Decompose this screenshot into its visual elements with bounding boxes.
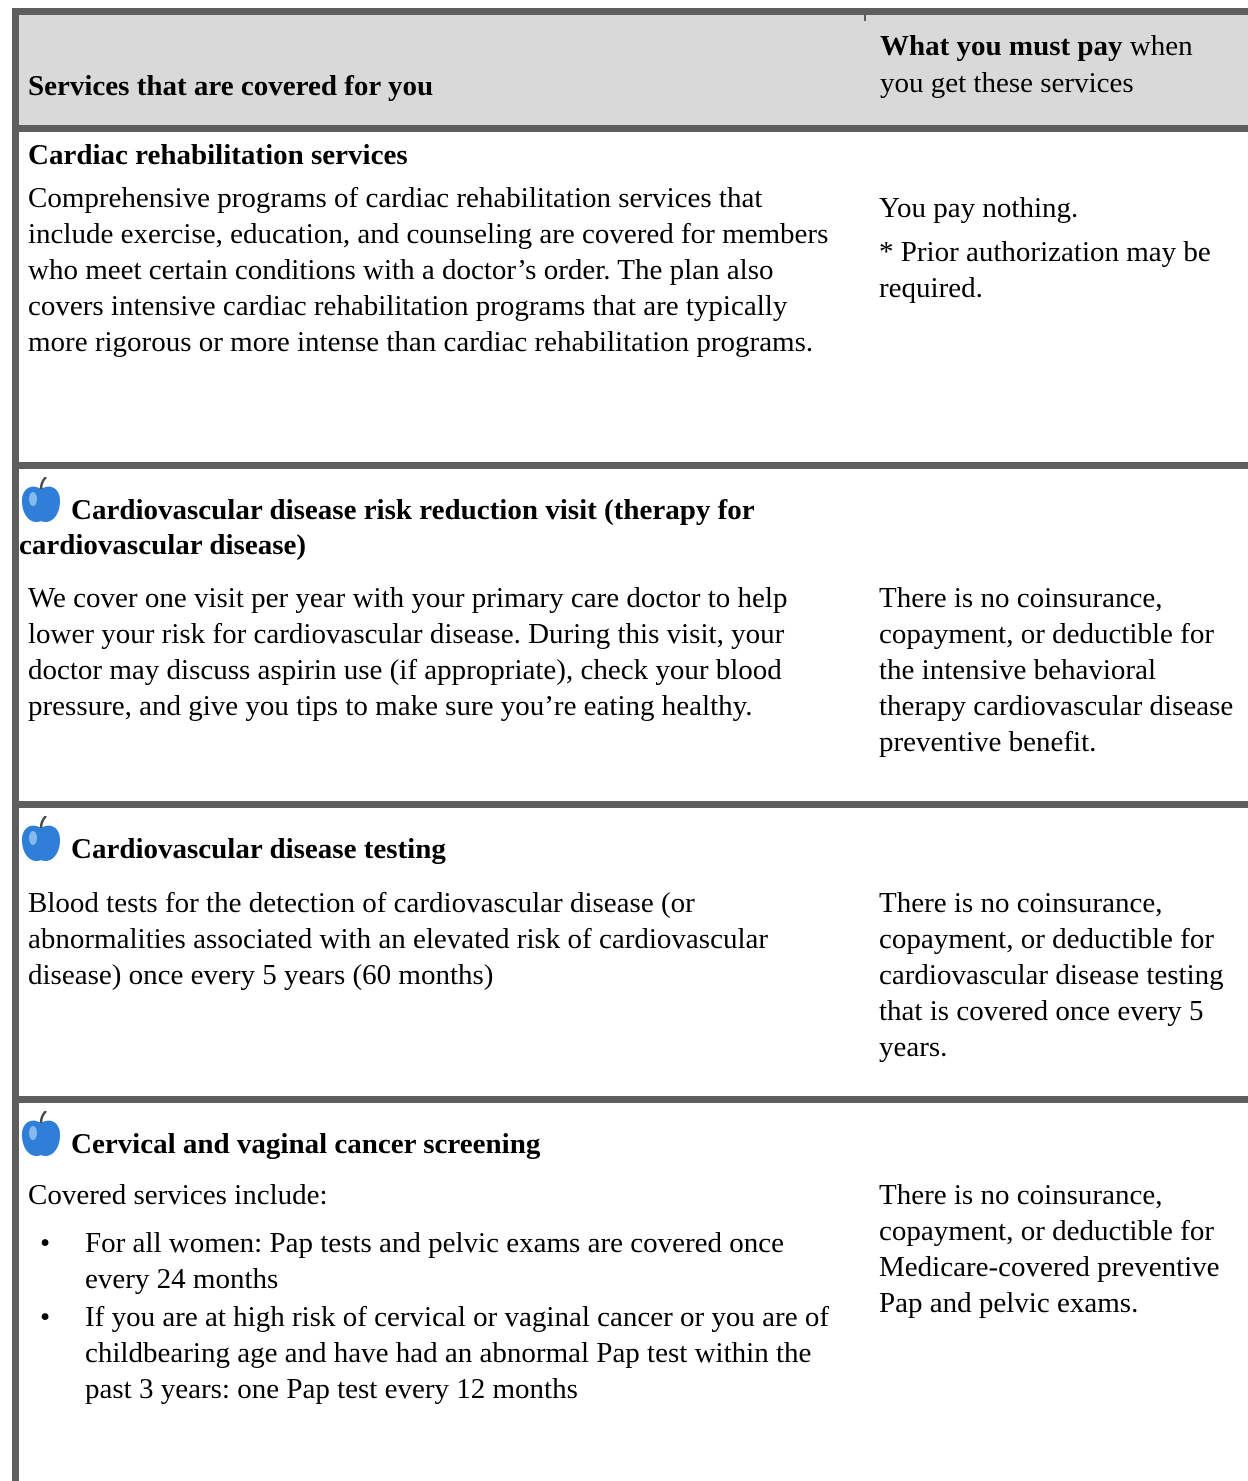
apple-icon [19, 477, 63, 525]
cost-line: There is no coinsurance, copayment, or deductible for Medicare-covered preventive Pap and pelvic exams. [879, 1179, 1220, 1319]
bullet: • [40, 1301, 51, 1333]
list-item: • If you are at high risk of cervical or vaginal cancer or you are of childbearing age and have had an abnormal Pap test within the past 3 years: one Pap test every 12 months [40, 1301, 829, 1405]
benefit-cost [879, 1177, 1244, 1321]
benefit-title: Cardiovascular disease testing [71, 833, 446, 865]
benefit-row-cv-risk-reduction [19, 469, 1248, 808]
bullet: • [40, 1227, 51, 1259]
benefit-cost [879, 580, 1244, 760]
benefit-title-wrap [19, 1111, 540, 1162]
benefit-title: Cardiac rehabilitation services [28, 139, 408, 171]
benefit-title-wrap [19, 816, 446, 867]
benefit-row-cervical-screening [19, 1103, 1248, 1481]
benefit-title-wrap [19, 477, 849, 563]
benefit-title: Cardiovascular disease risk reduction visit (therapy for cardiovascular disease) [19, 494, 755, 561]
header-pay-label [880, 28, 1240, 102]
benefit-description [28, 1177, 848, 1409]
covered-list [28, 1225, 848, 1407]
apple-icon [19, 1111, 63, 1159]
benefit-description: Comprehensive programs of cardiac rehabilitation services that include exercise, education, and counseling are covered for members who meet certain conditions with a doctor’s order. The plan also covers intensive cardiac rehabilitation programs that are typically more rigorous or more intense than cardiac rehabilitation programs. [28, 182, 829, 358]
benefit-row-cardiac-rehab [19, 132, 1248, 469]
cost-line: There is no coinsurance, copayment, or deductible for cardiovascular disease testing that is covered once every 5 years. [879, 887, 1224, 1063]
table-header [19, 15, 1248, 132]
header-pay-rest: when you get these services [880, 30, 1193, 99]
cost-line: There is no coinsurance, copayment, or deductible for the intensive behavioral therapy cardiovascular disease preventive benefit. [879, 582, 1234, 758]
benefit-title: Cervical and vaginal cancer screening [71, 1128, 541, 1160]
covered-intro: Covered services include: [28, 1179, 328, 1211]
cost-line: You pay nothing. [879, 192, 1079, 224]
benefit-cost [879, 190, 1244, 306]
benefit-row-cv-testing [19, 808, 1248, 1103]
list-item: • For all women: Pap tests and pelvic exams are covered once every 24 months [40, 1227, 784, 1295]
benefit-description: Blood tests for the detection of cardiovascular disease (or abnormalities associated with an elevated risk of cardiovascular disease) once every 5 years (60 months) [28, 887, 769, 991]
header-services-label: Services that are covered for you [28, 70, 434, 102]
benefit-description: We cover one visit per year with your primary care doctor to help lower your risk for cardiovascular disease. During this visit, your doctor may discuss aspirin use (if appropriate), check your blood pressure, and give you tips to make sure you’re eating healthy. [28, 582, 788, 722]
benefit-cost [879, 885, 1244, 1065]
header-divider-tick [864, 15, 866, 21]
apple-icon [19, 816, 63, 864]
cost-note: * Prior authorization may be required. [879, 236, 1211, 304]
header-pay-bold: What you must pay [880, 30, 1123, 62]
